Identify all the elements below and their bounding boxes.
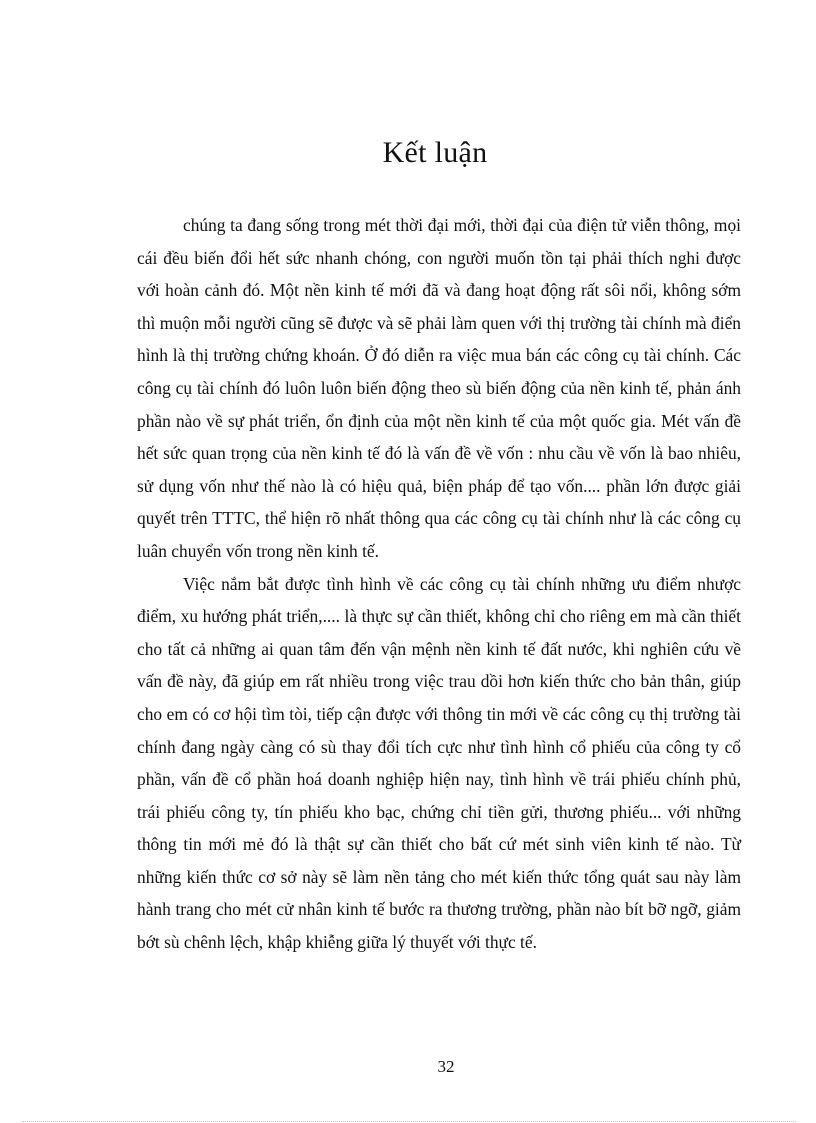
paragraph-1: chúng ta đang sống trong mét thời đại mới, thời đại của điện tử viễn thông, mọi cái đều biến đổi hết sức nhanh chóng, con người muốn tồn tại phải thích nghi được với hoàn cảnh đó. Một nền kinh tế mới đã và đang hoạt động rất sôi nổi, không sớm thì muộn mỗi người cũng sẽ được và sẽ phải làm quen với thị trường tài chính mà điển hình là thị trường chứng khoán. Ở đó diễn ra việc mua bán các công cụ tài chính. Các công cụ tài chính đó luôn luôn biến động theo sù biến động của nền kinh tế, phản ánh phần nào về sự phát triển, ổn định của một nền kinh tế của một quốc gia. Mét vấn đề hết sức quan trọng của nền kinh tế đó là vấn đề về vốn : nhu cầu về vốn là bao nhiêu, sử dụng vốn như thế nào là có hiệu quả, biện pháp để tạo vốn.... phần lớn được giải quyết trên TTTC, thể hiện rõ nhất thông qua các công cụ tài chính như là các công cụ luân chuyển vốn trong nền kinh tế. <box>137 215 741 561</box>
body-text <box>137 209 741 959</box>
paragraph-2: Việc nắm bắt được tình hình về các công cụ tài chính những ưu điểm nhược điểm, xu hướng phát triển,.... là thực sự cần thiết, không chỉ cho riêng em mà cần thiết cho tất cả những ai quan tâm đến vận mệnh nền kinh tế đất nước, khi nghiên cứu về vấn đề này, đã giúp em rất nhiều trong việc trau dồi hơn kiến thức cho bản thân, giúp cho em có cơ hội tìm tòi, tiếp cận được với thông tin mới về các công cụ thị trường tài chính đang ngày càng có sù thay đổi tích cực như tình hình cổ phiếu của công ty cổ phần, vấn đề cổ phần hoá doanh nghiệp hiện nay, tình hình về trái phiếu chính phủ, trái phiếu công ty, tín phiếu kho bạc, chứng chỉ tiền gửi, thương phiếu... với những thông tin mới mẻ đó là thật sự cần thiết cho bất cứ mét sinh viên kinh tế nào. Từ những kiến thức cơ sở này sẽ làm nền tảng cho mét kiến thức tổng quát sau này làm hành trang cho mét cử nhân kinh tế bước ra thương trường, phần nào bít bỡ ngỡ, giảm bớt sù chênh lệch, khập khiễng giữa lý thuyết với thực tế. <box>137 573 741 953</box>
page-title: Kết luận <box>382 136 488 169</box>
page-bottom-divider <box>22 1121 796 1122</box>
page-number: 32 <box>437 1057 455 1076</box>
